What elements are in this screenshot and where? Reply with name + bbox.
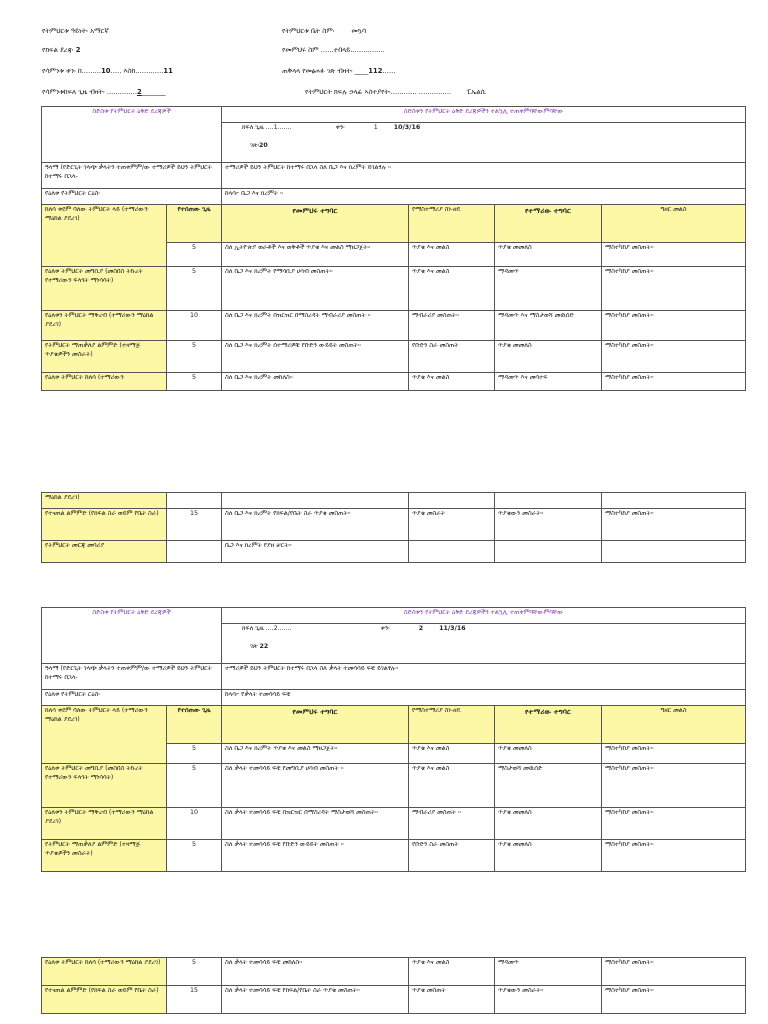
- plan1-r3-teacher: ስለ ቤጋ እና ክረምት በዝርዝር በማስረዳት ማብራሪያ መስጠት ።: [222, 311, 409, 341]
- plan1-goal-label: ዓላማ (የድርጊት ገላጭ ቃላትን ተጠቀምም/ው ተማሪዎች ይህን ትምህርት ከተማሩ በኋላ-: [42, 163, 222, 189]
- plan1-r4-time: 5: [167, 341, 222, 373]
- plan1-date: 10/3/16: [393, 124, 421, 131]
- plan2-step-summary: የትምህርት ማጠቃለያ ልምምድ (ተዛማጅ ጥያቄዎችን መስራት): [42, 840, 167, 872]
- plan1-r6-method: ጥያቄ መስራት: [409, 509, 495, 541]
- plan1-r4-assessment: ማስተካከያ መስጠት።: [602, 341, 746, 373]
- grade-label: የክፍል ደረጃ፡: [42, 46, 74, 54]
- plan1-r5-time: 5: [167, 373, 222, 391]
- plan2-step-review: ከለሳ ቀደም ባለው ትምህርት ላይ (ተማሪውን ማዕከል ያደረገ): [42, 706, 167, 764]
- plan1-goal: ተማሪዎች ይህን ትምህርት ከተማሩ በኋላ ስለ ቤጋ እና ክረምት ይገልፃሉ ።: [222, 163, 746, 189]
- dept-sign: ፒኤልሲ: [466, 88, 486, 96]
- plan2-r1-student: ጥያቄ መመለስ: [495, 744, 602, 764]
- plan1-r6-student: ጥያቄውን መስራት።: [495, 509, 602, 541]
- plan1-page-label: ገጽ፡: [250, 141, 259, 149]
- plan1-page-value: 20: [259, 141, 268, 149]
- school-value: መኳሳ: [351, 27, 367, 35]
- period-label: የሳምንቱከፍለ ጊዜ ብዛት፡ ..............: [42, 88, 138, 96]
- page-line: ጠቅላላ የመፅሐፉ ገጽ ብዛት፡ ____112......: [282, 67, 396, 75]
- plan1-r5-teacher: ስለ ቤጋ እና ክረምት መከለስ።: [222, 373, 409, 391]
- page-label: ጠቅላላ የመፅሐፉ ገጽ ብዛት፡: [282, 67, 353, 75]
- plan1-date-num: 1: [373, 124, 378, 131]
- plan2-col-time: የተሰጠው ጊዜ: [167, 706, 222, 744]
- grade-line: [42, 46, 80, 55]
- plan1-page-row: [222, 141, 746, 163]
- plan1-date-label: ቀን፡: [335, 124, 345, 131]
- school-label: የትምህርቱ ቤት ስም፡: [282, 27, 335, 35]
- subject-label: የትምህርቱ ዓይነት፡ አማርኛ: [42, 27, 109, 35]
- plan2-col-teacher: የመምህሩ ተግባር: [222, 706, 409, 744]
- plan1-r4-student: ጥያቄ መመለስ: [495, 341, 602, 373]
- plan1-r7-teacher: ቤጋ እና ክረምት የያዘ ቻርት።: [222, 541, 409, 563]
- plan1-left-title: ስድስቱ የትምህርት ዕቅድ ደረጃዎች: [42, 107, 222, 163]
- plan2-r4-method: የቡድን ስራ መስጠት: [409, 840, 495, 872]
- plan1-r2-student: ማዳመጥ: [495, 267, 602, 311]
- plan1-r4-teacher: ስለ ቤጋ እና ክረምት ሰተማሪዎቹ የቡድን ውይይት መስጠት።: [222, 341, 409, 373]
- plan2-period: ክፍለ ጊዜ ....2.......: [242, 625, 292, 632]
- plan1-r7-assessment: [602, 541, 746, 563]
- teacher-label: የመምህሩ ስም: [282, 46, 319, 54]
- plan1-r4-method: የቡድን ስራ መስጠት: [409, 341, 495, 373]
- school-line: [282, 27, 366, 36]
- plan2-page-label: ገጽ: [250, 642, 258, 650]
- plan1-r5-assessment: ማስተካከያ መስጠት።: [602, 373, 746, 391]
- plan2-period-row: [222, 624, 746, 642]
- plan1-r7-time: [167, 541, 222, 563]
- plan2-r6-student: ጥያቄውን መስራት።: [495, 986, 602, 1014]
- plan2-r2-method: ጥያቄ እና መልስ: [409, 764, 495, 808]
- plan2-r2-teacher: ስለ ቃላት ተመሳሳይ ፍቺ የመግቢያ ሀሳብ መስጠት ።: [222, 764, 409, 808]
- plan1-r5-student: ማዳመጥ እና መሳተፍ: [495, 373, 602, 391]
- plan2-r6-teacher: ስለ ቃላት ተመሳሳይ ፍቺ የክፍል/የቤት ስራ ጥያቄ መስጠት።: [222, 986, 409, 1014]
- plan1-col-teacher: የመምህሩ ተግባር: [222, 205, 409, 243]
- plan2-page-value: 22: [259, 642, 269, 650]
- period-value: 2: [137, 88, 142, 96]
- plan1-col-assessment: ግዘር መልስ: [602, 205, 746, 243]
- plan1-r6-time: 15: [167, 509, 222, 541]
- plan1-top-title: ስድስቱን የትምህርት ዕቅድ ደረጃዎችን ተልኳሊ ተጠቀምባቸውምባቸው: [222, 107, 746, 123]
- week-mid: እስከ: [123, 67, 136, 75]
- lesson-plan-2-continued: [41, 957, 746, 1014]
- plan2-col-student: የተማሪው ተግባር: [495, 706, 602, 744]
- plan1-step-recap: የዕለቱ ትምህርት ከለሳ (ተማሪውን: [42, 373, 167, 391]
- plan2-r4-assessment: ማስተካከያ መስጠት።: [602, 840, 746, 872]
- plan2-r3-time: 10: [167, 808, 222, 840]
- plan1-period-row: [222, 123, 746, 141]
- plan2-r1-assessment: ማስተካከያ መስጠት።: [602, 744, 746, 764]
- plan2-left-title: ስድስቱ የትምህርት ዕቅድ ደረጃዎች: [42, 608, 222, 664]
- plan2-step-intro: የዕለቱ ትምህርት መግቢያ (መስበስ ትኩረት የተማሪውን ፍላጎት ማነሳሳት): [42, 764, 167, 808]
- lesson-plan-2: [41, 607, 746, 872]
- plan1-r7-student: [495, 541, 602, 563]
- plan2-date-num: 2: [418, 625, 424, 632]
- plan2-r6-assessment: ማስተካከያ መስጠት።: [602, 986, 746, 1014]
- plan2-r3-assessment: ማስተካከያ መስጠት።: [602, 808, 746, 840]
- plan2-step-recap: የዕለቱ ትምህርት ከለሳ (ተማሪውን ማዕከል ያደረገ): [42, 958, 167, 986]
- week-label: የሳምንቱ ቀን፡ ከ: [42, 67, 82, 75]
- plan1-step-summary: የትምህርት ማጠቃለያ ልምምድ (ተዛማጅ ጥያቄዎችን መስራት): [42, 341, 167, 373]
- plan2-title-label: የዕለቱ የትምህርት ርዕስ፡: [42, 690, 222, 706]
- plan2-r6-time: 15: [167, 986, 222, 1014]
- plan1-r2-assessment: ማስተካከያ መስጠት።: [602, 267, 746, 311]
- plan2-date-label: ቀን፡: [380, 625, 390, 632]
- dept-line: [305, 88, 486, 97]
- plan2-r2-assessment: ማስተካከያ መስጠት።: [602, 764, 746, 808]
- plan1-r2-time: 5: [167, 267, 222, 311]
- plan2-date: 11/3/16: [439, 625, 466, 632]
- plan1-r1-student: ጥያቄ መመለስ: [495, 243, 602, 267]
- plan1-r3-method: ማብራሪያ መስጠት።: [409, 311, 495, 341]
- plan2-r3-method: ማብራሪያ መስጠት ።: [409, 808, 495, 840]
- period-line: የሳምንቱከፍለ ጊዜ ብዛት፡ ..............2_______: [42, 88, 166, 96]
- plan2-top-title: ስድስቱን የትምህርት ዕቅድ ደረጃዎችን ተልኳሊ ተጠቀምባቸውምባቸው: [222, 608, 746, 624]
- plan2-goal-label: ዓላማ (የድርጊት ገላጭ ቃላትን ተጠቀምም/ው ተማሪዎች ይህን ትምህርት ከተማሩ በኋላ-: [42, 664, 222, 690]
- plan2-r3-teacher: ስለ ቃላት ተመሳሳይ ፍቺ በዝርዝር በማስረዳት ማስታወሻ መስጠት።: [222, 808, 409, 840]
- plan2-r2-time: 5: [167, 764, 222, 808]
- plan1-r1-method: ጥያቄ እና መልስ: [409, 243, 495, 267]
- plan1-r1-time: 5: [167, 243, 222, 267]
- week-line: የሳምንቱ ቀን፡ ከ.........10..... እስከ.............11: [42, 67, 173, 75]
- plan1-col-method: የማስተማሪያ ስነ-ዘዴ: [409, 205, 495, 243]
- plan1-r3-time: 10: [167, 311, 222, 341]
- plan2-r1-teacher: ስለ ቤጋ እና ክረምት ጥያቄ እና መልስ ማዘጋጀት።: [222, 744, 409, 764]
- plan2-col-method: የማስተማሪያ ስነ-ዘዴ: [409, 706, 495, 744]
- plan1-period: ክፍለ ጊዜ ....1.......: [242, 124, 292, 131]
- plan2-goal: ተማሪዎች ይህን ትምህርት ከተማሩ በኋላ ስለ ቃላት ተመሳሳይ ፍቺ ይገልፃሉ።: [222, 664, 746, 690]
- plan1-step-present: የዕለቱን ትምህርት ማቅረብ (ተማሪውን ማዕከል ያደረገ): [42, 311, 167, 341]
- plan1-r6-assessment: ማስተካከያ መስጠት።: [602, 509, 746, 541]
- plan2-r3-student: ጥያቄ መመለስ: [495, 808, 602, 840]
- plan1-step-recap-cont: ማዕከል ያደረገ): [42, 493, 167, 509]
- plan2-r2-student: ማስታወሻ መዉሰድ: [495, 764, 602, 808]
- plan1-r2-teacher: ስለ ቤጋ እና ክረምት የማሳቢያ ሀሳብ መስጠት።: [222, 267, 409, 311]
- plan1-r3-student: ማዳመጥ እና ማስታወሻ መዉሰድ: [495, 311, 602, 341]
- plan1-title: ከላሳ፦ ቤጋ እና ክረምት ።: [222, 189, 746, 205]
- teacher-value: ......ተበላይ................: [320, 46, 385, 54]
- grade-value: 2: [75, 46, 81, 54]
- plan1-r3-assessment: ማስተካከያ መስጠት።: [602, 311, 746, 341]
- plan2-r5-student: ማዳመጥ: [495, 958, 602, 986]
- plan1-r6-teacher: ስለ ቤጋ እና ክረምት የክፍል/የቤት ስራ ጥያቄ መስጠት።: [222, 509, 409, 541]
- plan2-r1-time: 5: [167, 744, 222, 764]
- subject-line: [42, 27, 109, 36]
- plan1-r1-teacher: ስለ ኢትዮጵያ ወራቶች እና ወቅቶች ጥያቄ እና መልስ ማዘጋጀት።: [222, 243, 409, 267]
- plan2-step-practice: የተናጠል ልምምድ (የክፍል ስራ ወይም የቤት ስራ): [42, 986, 167, 1014]
- teacher-line: [282, 46, 385, 55]
- plan1-step-review: ከለሳ ቀደም ባለው ትምህርት ላይ (ተማሪውን ማዕከል ያደረገ): [42, 205, 167, 267]
- plan1-col-time: የተሰጠው ጊዜ: [167, 205, 222, 243]
- plan2-r4-time: 5: [167, 840, 222, 872]
- plan1-step-intro: የዕለቱ ትምህርት መግቢያ (መስበስ ትኩረት የተማሪውን ፍላጎት ማነሳሳት): [42, 267, 167, 311]
- plan1-step-materials: የትምህርት መርጃ መሳሪያ: [42, 541, 167, 563]
- plan2-r5-method: ጥያቄ እና መልስ: [409, 958, 495, 986]
- plan2-r5-time: 5: [167, 958, 222, 986]
- dept-label: የትምህርት ክፍሉ ኃላፊ ኣስተያየት፡............ ...............: [305, 88, 452, 96]
- plan1-title-label: የዕለቱ የትምህርት ርዕስ፡: [42, 189, 222, 205]
- lesson-plan-1-continued: [41, 492, 746, 563]
- plan1-r1-assessment: ማስተካከያ መስጠት።: [602, 243, 746, 267]
- page-value: 112: [368, 67, 383, 75]
- plan2-r1-method: ጥያቄ እና መልስ: [409, 744, 495, 764]
- plan2-title: ከላሳ፦ የቃላት ተመሳሳይ ፍቺ: [222, 690, 746, 706]
- plan2-page-row: [222, 642, 746, 664]
- plan1-r2-method: ጥያቄ እና መልስ: [409, 267, 495, 311]
- plan1-col-student: የተማሪው ተግባር: [495, 205, 602, 243]
- plan2-r5-assessment: ማስተካከያ መስጠት።: [602, 958, 746, 986]
- plan2-r5-teacher: ስለ ቃላት ተመሳሳይ ፍቺ መከለስ።: [222, 958, 409, 986]
- plan2-col-assessment: ግዘር መልስ: [602, 706, 746, 744]
- plan2-step-present: የዕለቱን ትምህርት ማቅረብ (ተማሪውን ማዕከል ያደረገ): [42, 808, 167, 840]
- plan2-r4-student: ጥያቄ መመለስ: [495, 840, 602, 872]
- plan1-r7-method: [409, 541, 495, 563]
- plan1-r5-method: ጥያቄ እና መልስ: [409, 373, 495, 391]
- plan1-step-practice: የተናጠል ልምምድ (የክፍል ስራ ወይም የቤት ስራ): [42, 509, 167, 541]
- plan2-r4-teacher: ስለ ቃላት ተመሳሳይ ፍቺ የቡድን ውይይት መስጠት ።: [222, 840, 409, 872]
- week-to: 11: [163, 67, 173, 75]
- week-from: 10: [101, 67, 111, 75]
- lesson-plan-1: [41, 106, 746, 391]
- plan2-r6-method: ጥያቄ መስጠት: [409, 986, 495, 1014]
